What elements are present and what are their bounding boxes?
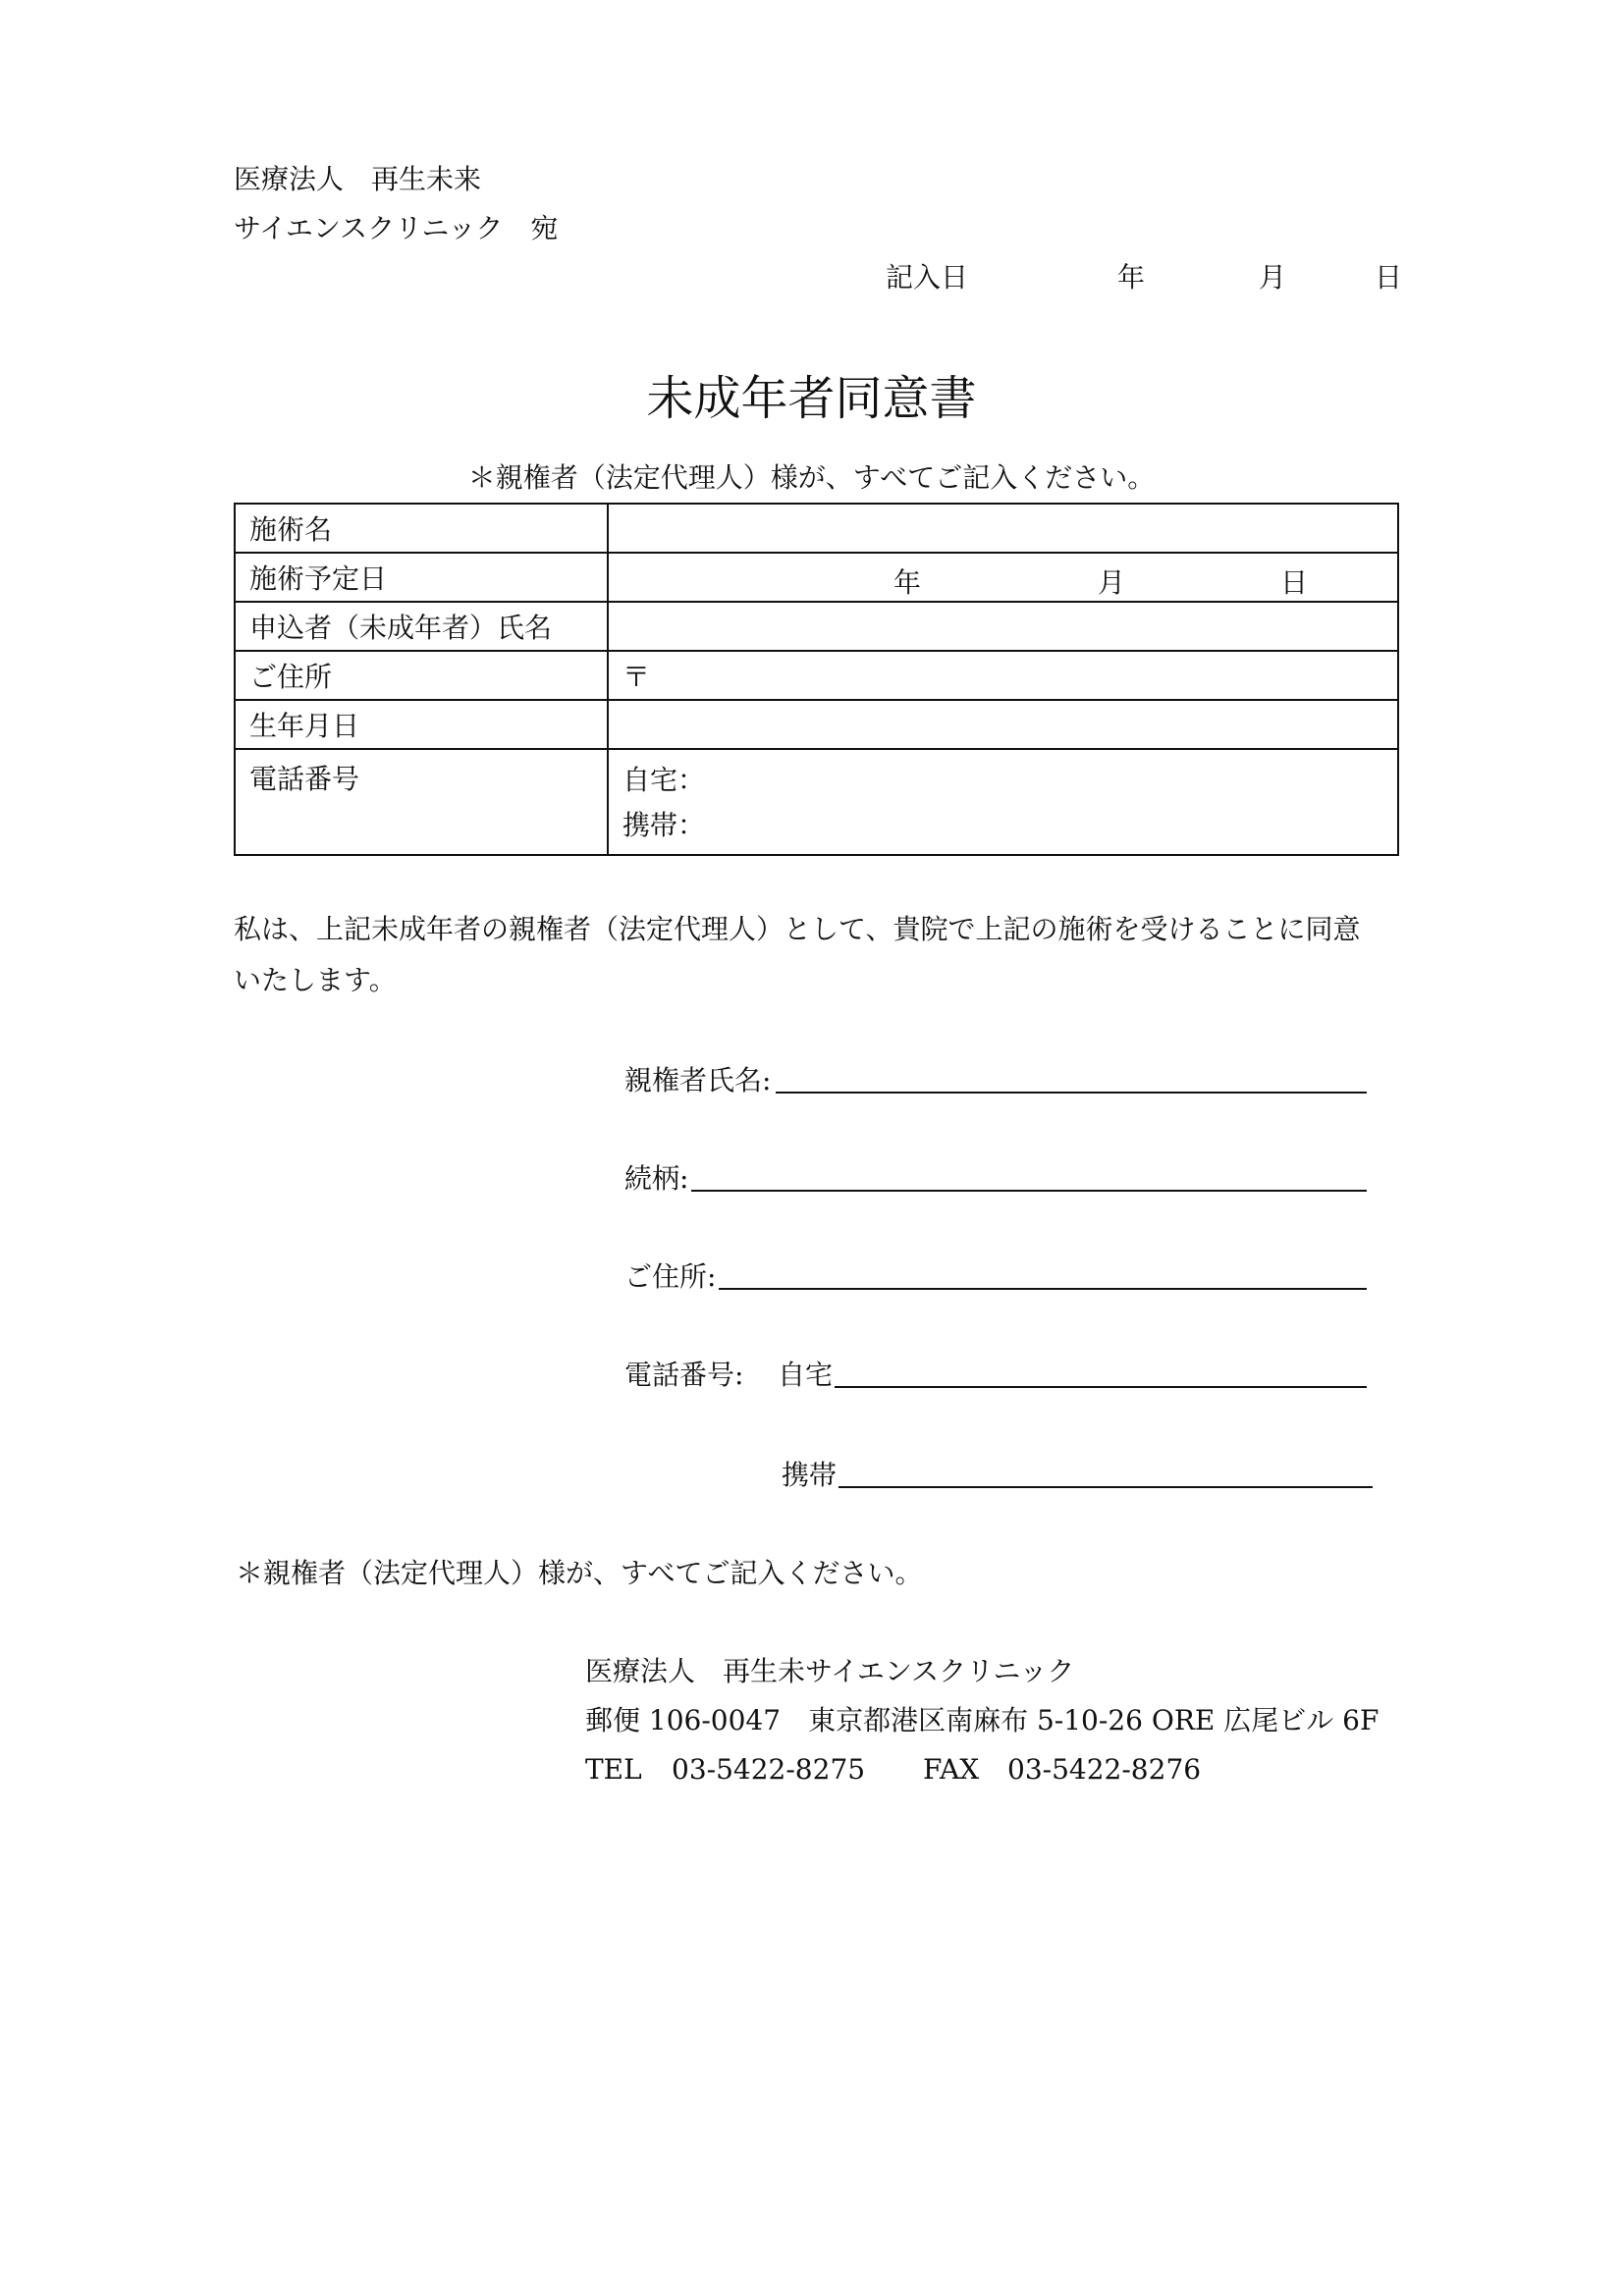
entry-date-year: 年 bbox=[1117, 261, 1146, 294]
clinic-address: 郵便 106-0047 東京都港区南麻布 5-10-26 ORE 広尾ビル 6F bbox=[585, 1704, 1380, 1736]
procedure-date-label: 施術予定日 bbox=[235, 553, 608, 602]
page-title: 未成年者同意書 bbox=[646, 371, 977, 426]
applicant-name-field[interactable] bbox=[608, 602, 1398, 651]
clinic-name: 医療法人 再生未サイエンスクリニック bbox=[585, 1655, 1075, 1687]
guardian-name-label: 親権者氏名: bbox=[624, 1064, 772, 1096]
applicant-name-label: 申込者（未成年者）氏名 bbox=[235, 602, 608, 651]
row-birthdate bbox=[235, 700, 1398, 749]
consent-line-2: いたします。 bbox=[234, 964, 397, 996]
clinic-tel: 03-5422-8275 bbox=[672, 1753, 866, 1786]
row-applicant-name bbox=[235, 602, 1398, 651]
clinic-fax: 03-5422-8276 bbox=[1007, 1753, 1202, 1786]
consent-line-1: 私は、上記未成年者の親権者（法定代理人）として、貴院で上記の施術を受けることに同意 bbox=[234, 913, 1361, 945]
guardian-phone-label: 電話番号: bbox=[624, 1359, 744, 1391]
guardian-phone-mobile-line[interactable] bbox=[839, 1486, 1373, 1488]
birthdate-field[interactable] bbox=[608, 700, 1398, 749]
row-procedure-name bbox=[235, 504, 1398, 553]
row-phone bbox=[235, 749, 1398, 855]
address-label: ご住所 bbox=[235, 651, 608, 700]
guardian-phone-home-label: 自宅 bbox=[778, 1359, 834, 1391]
entry-date-day: 日 bbox=[1375, 261, 1403, 294]
clinic-fax-label: FAX bbox=[923, 1753, 980, 1786]
row-procedure-date bbox=[235, 553, 1398, 602]
procedure-name-label: 施術名 bbox=[235, 504, 608, 553]
consent-form-table bbox=[234, 503, 1399, 856]
guardian-name-line[interactable] bbox=[776, 1092, 1367, 1094]
address-field[interactable] bbox=[608, 651, 1398, 700]
phone-mobile-label: 携帯： bbox=[622, 809, 706, 841]
guardian-address-label: ご住所: bbox=[624, 1260, 717, 1293]
entry-date-label: 記入日 bbox=[886, 261, 969, 294]
procedure-date-field[interactable] bbox=[608, 553, 1398, 602]
procedure-date-year: 年 bbox=[893, 566, 922, 599]
postal-mark: 〒 bbox=[622, 661, 651, 693]
clinic-tel-label: TEL bbox=[585, 1753, 642, 1786]
procedure-date-day: 日 bbox=[1280, 566, 1309, 599]
guardian-phone-home-line[interactable] bbox=[835, 1386, 1367, 1388]
addressee-line-2: サイエンスクリニック 宛 bbox=[234, 212, 559, 244]
row-address bbox=[235, 651, 1398, 700]
procedure-date-month: 月 bbox=[1098, 566, 1126, 599]
addressee-line-1: 医療法人 再生未来 bbox=[234, 163, 482, 195]
instruction-bottom: ＊親権者（法定代理人）様が、すべてご記入ください。 bbox=[236, 1557, 923, 1589]
relationship-line[interactable] bbox=[691, 1190, 1367, 1192]
relationship-label: 続柄: bbox=[624, 1162, 689, 1195]
procedure-name-field[interactable] bbox=[608, 504, 1398, 553]
phone-field[interactable] bbox=[608, 749, 1398, 855]
entry-date-month: 月 bbox=[1259, 261, 1287, 294]
birthdate-label: 生年月日 bbox=[235, 700, 608, 749]
phone-home-label: 自宅： bbox=[622, 764, 706, 796]
phone-label: 電話番号 bbox=[235, 749, 608, 855]
instruction-top: ＊親権者（法定代理人）様が、すべてご記入ください。 bbox=[467, 461, 1156, 494]
guardian-phone-mobile-label: 携帯 bbox=[782, 1459, 838, 1491]
guardian-address-line[interactable] bbox=[719, 1288, 1367, 1290]
